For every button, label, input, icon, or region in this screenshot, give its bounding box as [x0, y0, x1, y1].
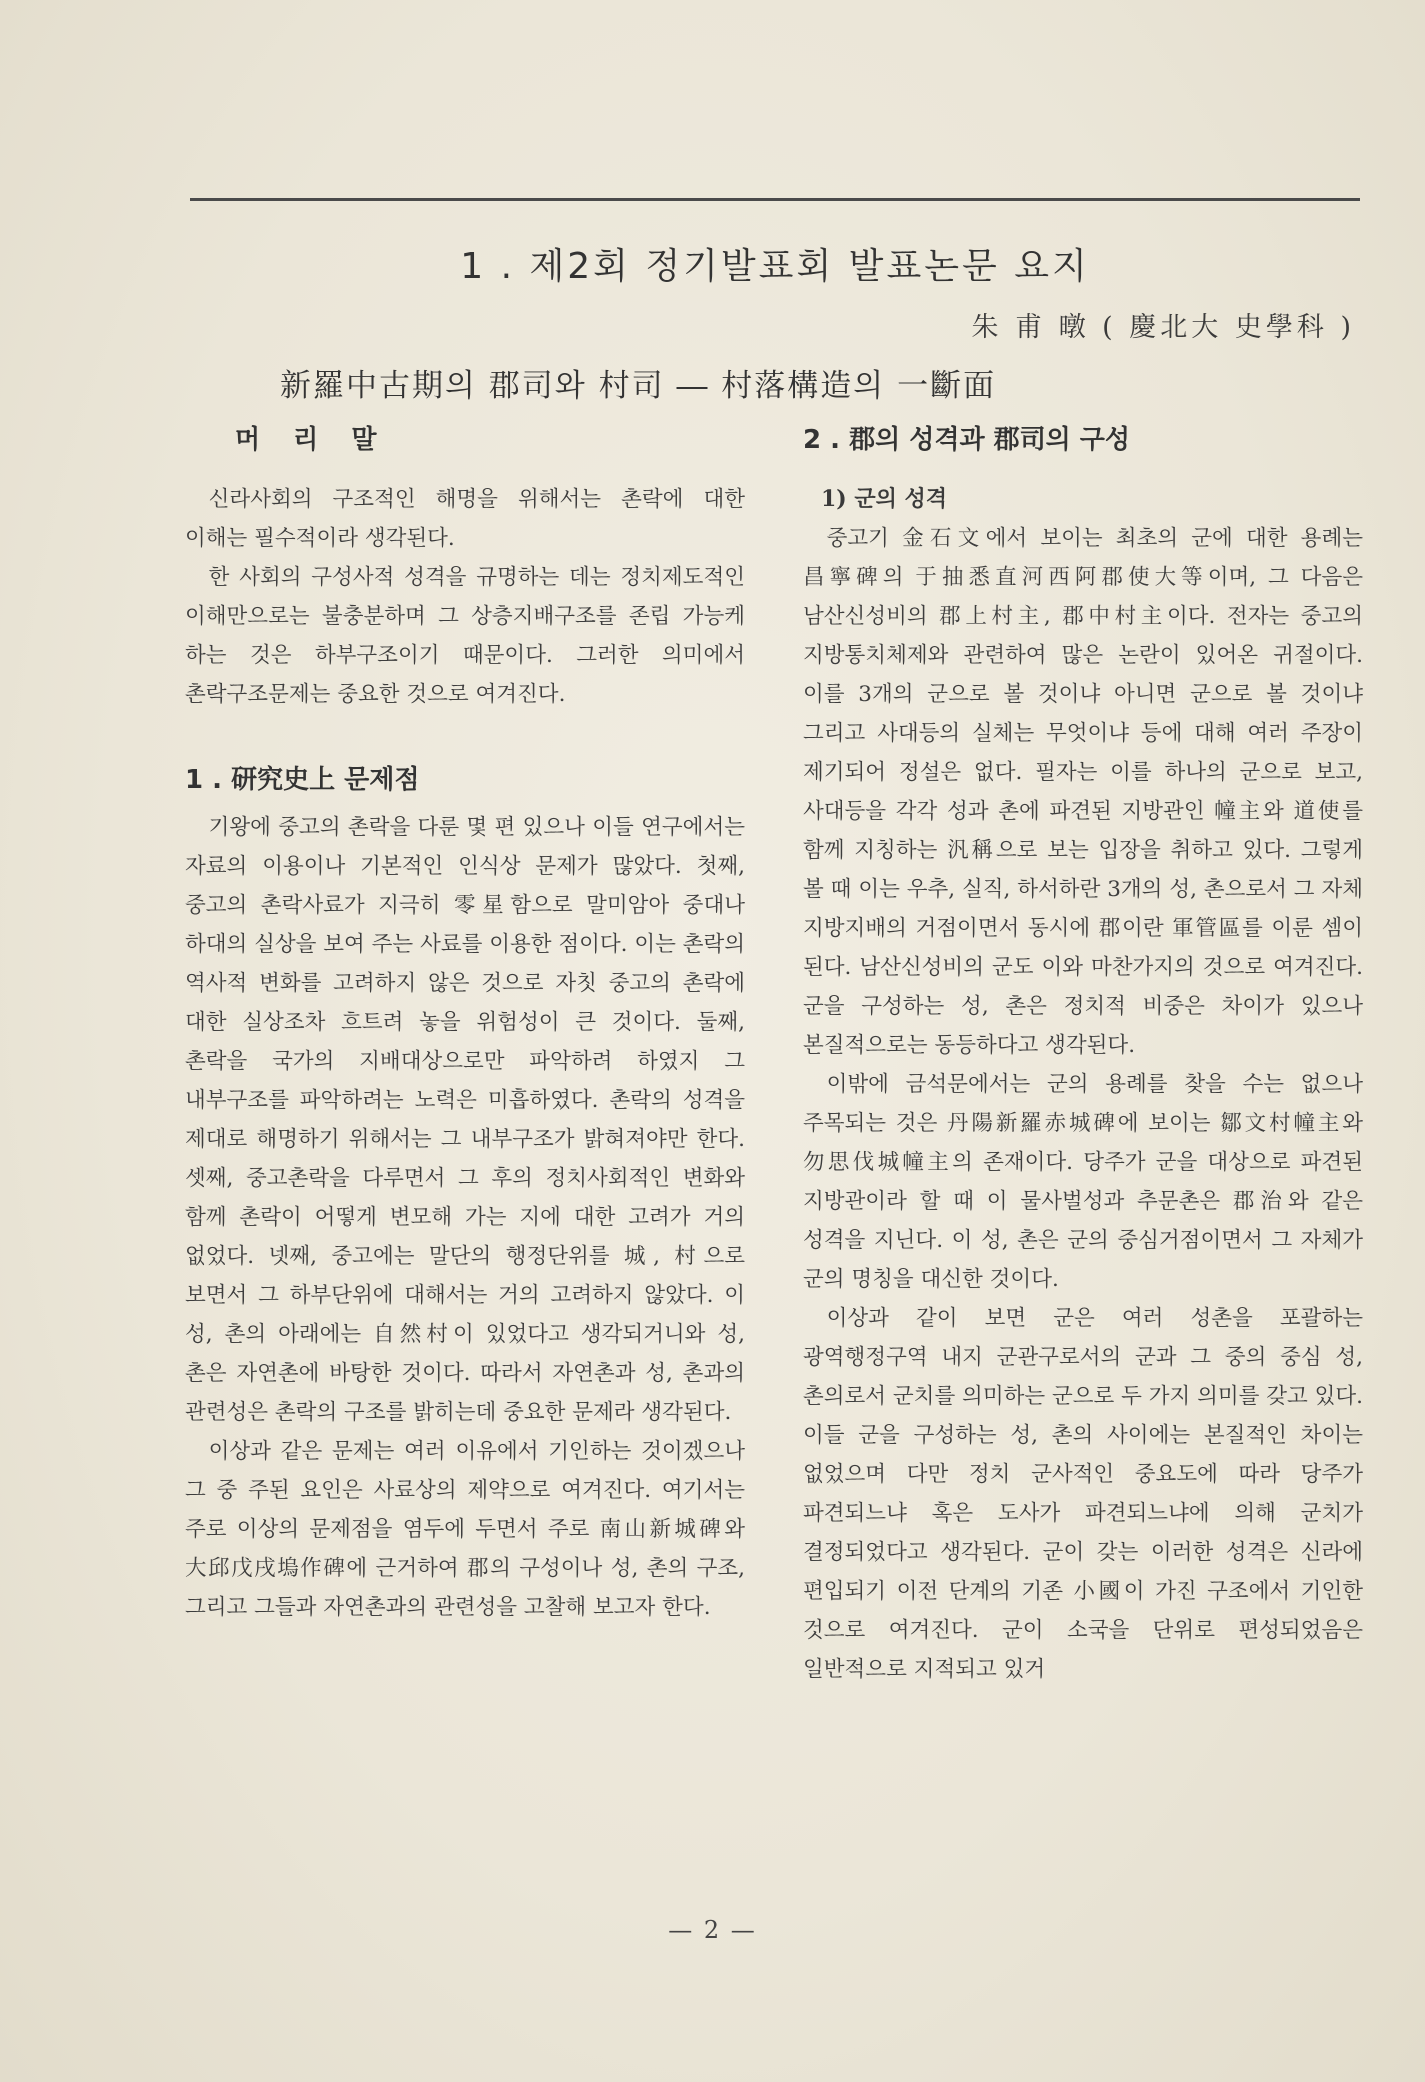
section2-paragraph-1: 중고기 金石文에서 보이는 최초의 군에 대한 용례는 昌寧碑의 于抽悉直河西阿郡使大等이며, 그 다음은 남산신성비의 郡上村主, 郡中村主이다. 전자는 중고의 지방통치체제와 관련하여 많은 논란이 있어온 귀절이다. 이를 3개의 군으로 볼 것이냐 아니면 군으로 볼 것이냐 그리고 사대등의 실체는 무엇이냐 등에 대해 여러 주장이 제기되어 정설은 없다. 필자는 이를 하나의 군으로 보고, 사대등을 각각 성과 촌에 파견된 지방관인 幢主와 道使를 함께 지칭하는 汎稱으로 보는 입장을 취하고 있다. 그렇게 볼 때 이는 우추, 실직, 하서하란 3개의 성, 촌으로서 그 자체 지방지배의 거점이면서 동시에 郡이란 軍管區를 이룬 셈이 된다. 남산신성비의 군도 이와 마찬가지의 것으로 여겨진다. 군을 구성하는 성, 촌은 정치적 비중은 차이가 있으나 본질적으로는 동등하다고 생각된다. — [803, 526, 1363, 1058]
paper-title: 新羅中古期의 郡司와 村司 ― 村落構造의 一斷面 — [280, 368, 997, 404]
section2-heading: 2 . 郡의 성격과 郡司의 구성 — [803, 425, 1131, 455]
section1-paragraph-2: 이상과 같은 문제는 여러 이유에서 기인하는 것이겠으나 그 중 주된 요인은 사료상의 제약으로 여겨진다. 여기서는 주로 이상의 문제점을 염두에 두면서 주로 南山新城碑와 大邱戊戌塢作碑에 근거하여 郡의 구성이나 성, 촌의 구조, 그리고 그들과 자연촌과의 관련성을 고찰해 보고자 한다. — [185, 1439, 745, 1620]
page-number: — 2 — — [668, 1916, 757, 1944]
subsection1-heading: 1) 군의 성격 — [821, 486, 948, 512]
right-column — [803, 418, 1363, 1689]
main-title: 1 . 제2회 정기발표회 발표논문 요지 — [460, 246, 1090, 287]
top-horizontal-rule — [190, 198, 1360, 201]
intro-paragraph-1: 신라사회의 구조적인 해명을 위해서는 촌락에 대한 이해는 필수적이라 생각된다. — [185, 487, 745, 551]
left-column — [185, 418, 745, 1627]
author-line: 朱 甫 暾 ( 慶北大 史學科 ) — [971, 312, 1355, 343]
intro-heading: 머 리 말 — [235, 425, 389, 455]
intro-paragraph-2: 한 사회의 구성사적 성격을 규명하는 데는 정치제도적인 이해만으로는 불충분하며 그 상층지배구조를 존립 가능케 하는 것은 하부구조이기 때문이다. 그러한 의미에서 촌락구조문제는 중요한 것으로 여겨진다. — [185, 565, 745, 707]
section2-paragraph-3: 이상과 같이 보면 군은 여러 성촌을 포괄하는 광역행정구역 내지 군관구로서의 군과 그 중의 중심 성, 촌의로서 군치를 의미하는 군으로 두 가지 의미를 갖고 있다. 이들 군을 구성하는 성, 촌의 사이에는 본질적인 차이는 없었으며 다만 정치 군사적인 중요도에 따라 당주가 파견되느냐 혹은 도사가 파견되느냐에 의해 군치가 결정되었다고 생각된다. 군이 갖는 이러한 성격은 신라에 편입되기 이전 단계의 기존 小國이 가진 구조에서 기인한 것으로 여겨진다. 군이 소국을 단위로 편성되었음은 일반적으로 지적되고 있거 — [803, 1306, 1363, 1682]
section2-paragraph-2: 이밖에 금석문에서는 군의 용례를 찾을 수는 없으나 주목되는 것은 丹陽新羅赤城碑에 보이는 鄒文村幢主와 勿思伐城幢主의 존재이다. 당주가 군을 대상으로 파견된 지방관이라 할 때 이 물사벌성과 추문촌은 郡治와 같은 성격을 지닌다. 이 성, 촌은 군의 중심거점이면서 그 자체가 군의 명칭을 대신한 것이다. — [803, 1072, 1363, 1292]
section1-heading: 1 . 研究史上 문제점 — [185, 765, 420, 795]
section1-paragraph-1: 기왕에 중고의 촌락을 다룬 몇 편 있으나 이들 연구에서는 자료의 이용이나 기본적인 인식상 문제가 많았다. 첫째, 중고의 촌락사료가 지극히 零星함으로 말미암아 중대나 하대의 실상을 보여 주는 사료를 이용한 점이다. 이는 촌락의 역사적 변화를 고려하지 않은 것으로 자칫 중고의 촌락에 대한 실상조차 흐트려 놓을 위험성이 큰 것이다. 둘째, 촌락을 국가의 지배대상으로만 파악하려 하였지 그 내부구조를 파악하려는 노력은 미흡하였다. 촌락의 성격을 제대로 해명하기 위해서는 그 내부구조가 밝혀져야만 한다. 셋째, 중고촌락을 다루면서 그 후의 정치사회적인 변화와 함께 촌락이 어떻게 변모해 가는 지에 대한 고려가 거의 없었다. 넷째, 중고에는 말단의 행정단위를 城, 村으로 보면서 그 하부단위에 대해서는 거의 고려하지 않았다. 이 성, 촌의 아래에는 自然村이 있었다고 생각되거니와 성, 촌은 자연촌에 바탕한 것이다. 따라서 자연촌과 성, 촌과의 관련성은 촌락의 구조를 밝히는데 중요한 문제라 생각된다. — [185, 815, 745, 1425]
